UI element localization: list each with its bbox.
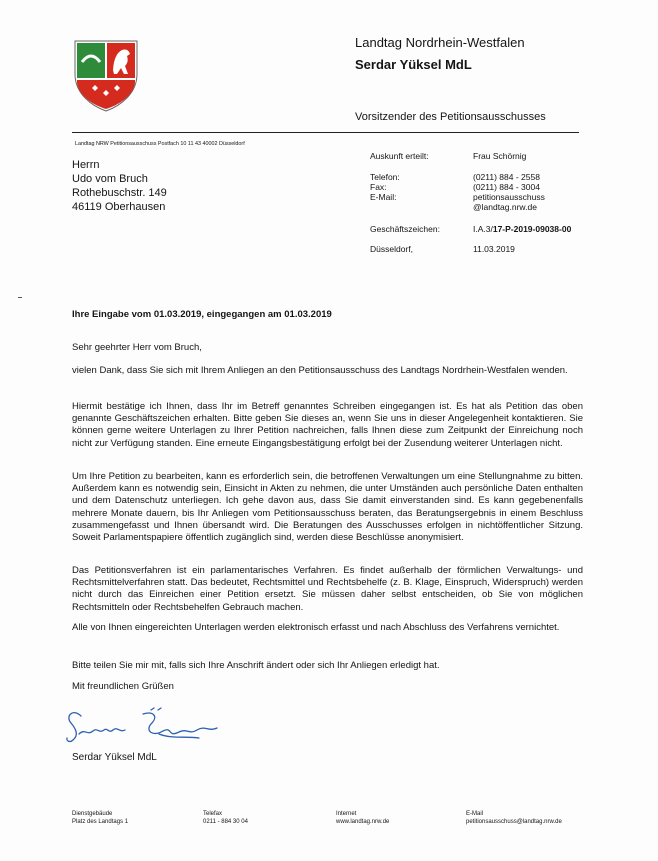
telefon-value: (0211) 884 - 2558 — [473, 172, 540, 182]
body-paragraph: Um Ihre Petition zu bearbeiten, kann es erforderlich sein, die betroffenen Verwaltungen um eine Stellungnahme zu bitten. Außerdem kann es notwendig sein, Einsicht in Akten zu nehmen, die unter Umständen auch persönliche Daten enthalten und dem Datenschutz unterliegen. Ich gehe davon aus, dass Sie damit einverstanden sind. Es kann gegebenenfalls mehrere Monate dauern, bis Ihr Anliegen vom Petitionsausschuss beraten, das Beratungsergebnis in einem Beschluss zusammengefasst und Ihnen übersandt wird. Die Beratungen des Ausschusses erfolgen in nichtöffentlicher Sitzung. Soweit Parlamentspapiere öffentlich zugänglich sind, werden diese Beschlüsse anonymisiert. — [72, 471, 583, 544]
handwritten-signature — [63, 704, 228, 748]
auskunft-value: Frau Schörnig — [473, 151, 527, 161]
footer-fax-label: Telefax — [203, 811, 223, 817]
subject-line: Ihre Eingabe vom 01.03.2019, eingegangen am 01.03.2019 — [72, 309, 332, 320]
fax-value: (0211) 884 - 3004 — [473, 182, 540, 192]
member-name: Serdar Yüksel MdL — [355, 57, 472, 72]
letter-date: 11.03.2019 — [473, 244, 515, 254]
footer-internet-label: Internet — [336, 811, 357, 817]
auskunft-label: Auskunft erteilt: — [370, 151, 429, 161]
footer-building — [72, 810, 128, 826]
email-label: E-Mail: — [370, 192, 397, 202]
footer-fax-value: 0211 - 884 30 04 — [203, 819, 248, 825]
telefon-label: Telefon: — [370, 172, 400, 182]
footer-email — [466, 810, 562, 826]
recipient-address — [72, 158, 167, 214]
member-role: Vorsitzender des Petitionsausschusses — [355, 111, 546, 123]
footer-internet-value[interactable]: www.landtag.nrw.de — [336, 819, 390, 825]
reference-value: 17-P-2019-09038-00 — [492, 224, 572, 234]
footer-fax — [203, 810, 248, 826]
footer-building-label: Dienstgebäude — [72, 811, 113, 817]
recipient-name: Udo vom Bruch — [72, 173, 148, 185]
body-paragraph: vielen Dank, dass Sie sich mit Ihrem Anliegen an den Petitionsausschuss des Landtags Nordrhein-Westfalen wenden. — [72, 365, 568, 376]
sender-return-address: Landtag NRW Petitionsausschuss Postfach 10 11 43 40002 Düsseldorf — [75, 141, 245, 147]
recipient-street: Rothebuschstr. 149 — [72, 187, 167, 199]
reference-prefix: I.A.3/ — [473, 224, 493, 234]
nrw-crest-logo — [72, 38, 140, 114]
place-label: Düsseldorf, — [370, 244, 413, 254]
reference-label: Geschäftszeichen: — [370, 224, 440, 234]
fax-label: Fax: — [370, 182, 387, 192]
footer-internet — [336, 810, 389, 826]
organization-name: Landtag Nordrhein-Westfalen — [355, 35, 525, 50]
footer-email-value[interactable]: petitionsausschuss@landtag.nrw.de — [466, 819, 562, 825]
recipient-salutation: Herrn — [72, 159, 100, 171]
recipient-city: 46119 Oberhausen — [72, 201, 166, 213]
salutation: Sehr geehrter Herr vom Bruch, — [72, 342, 202, 353]
footer-building-value: Platz des Landtags 1 — [72, 819, 129, 825]
closing-phrase: Mit freundlichen Grüßen — [72, 681, 174, 692]
email-value-line1: petitionsausschuss — [473, 192, 545, 202]
body-paragraph: Hiermit bestätige ich Ihnen, dass Ihr im Betreff genanntes Schreiben eingegangen ist. Es hat als Petition das oben genannte Geschäftszeichen erhalten. Bitte geben Sie dieses an, wenn Sie uns in dieser Angelegenheit kontaktieren. Sie können gerne weitere Unterlagen zu Ihrer Petition nachreichen, falls Ihnen diese zum Zeitpunkt der Einreichung noch nicht zur Verfügung standen. Eine erneute Eingangsbestätigung erfolgt bei der Zusendung weiterer Unterlagen nicht. — [72, 401, 583, 449]
fold-mark — [18, 297, 22, 298]
header-divider — [72, 132, 579, 133]
body-paragraph: Bitte teilen Sie mir mit, falls sich Ihre Anschrift ändert oder sich Ihr Anliegen erledigt hat. — [72, 660, 440, 671]
reference-number — [473, 224, 571, 234]
email-value-line2: @landtag.nrw.de — [473, 202, 537, 212]
footer-email-label: E-Mail — [466, 811, 484, 817]
body-paragraph: Das Petitionsverfahren ist ein parlamentarisches Verfahren. Es findet außerhalb der förmlichen Verwaltungs- und Rechtsmittelverfahren statt. Das bedeutet, Rechtsmittel und Rechtsbehelfe (z. B. Klage, Einspruch, Widerspruch) werden nicht durch das Einreichen einer Petition ersetzt. Sie müssen daher selbst entscheiden, ob Sie von möglichen Rechtsmitteln oder Rechtsbehelfen Gebrauch machen. — [72, 565, 583, 613]
body-paragraph: Alle von Ihnen eingereichten Unterlagen werden elektronisch erfasst und nach Abschluss des Verfahrens vernichtet. — [72, 622, 560, 633]
signatory-name: Serdar Yüksel MdL — [72, 752, 157, 763]
